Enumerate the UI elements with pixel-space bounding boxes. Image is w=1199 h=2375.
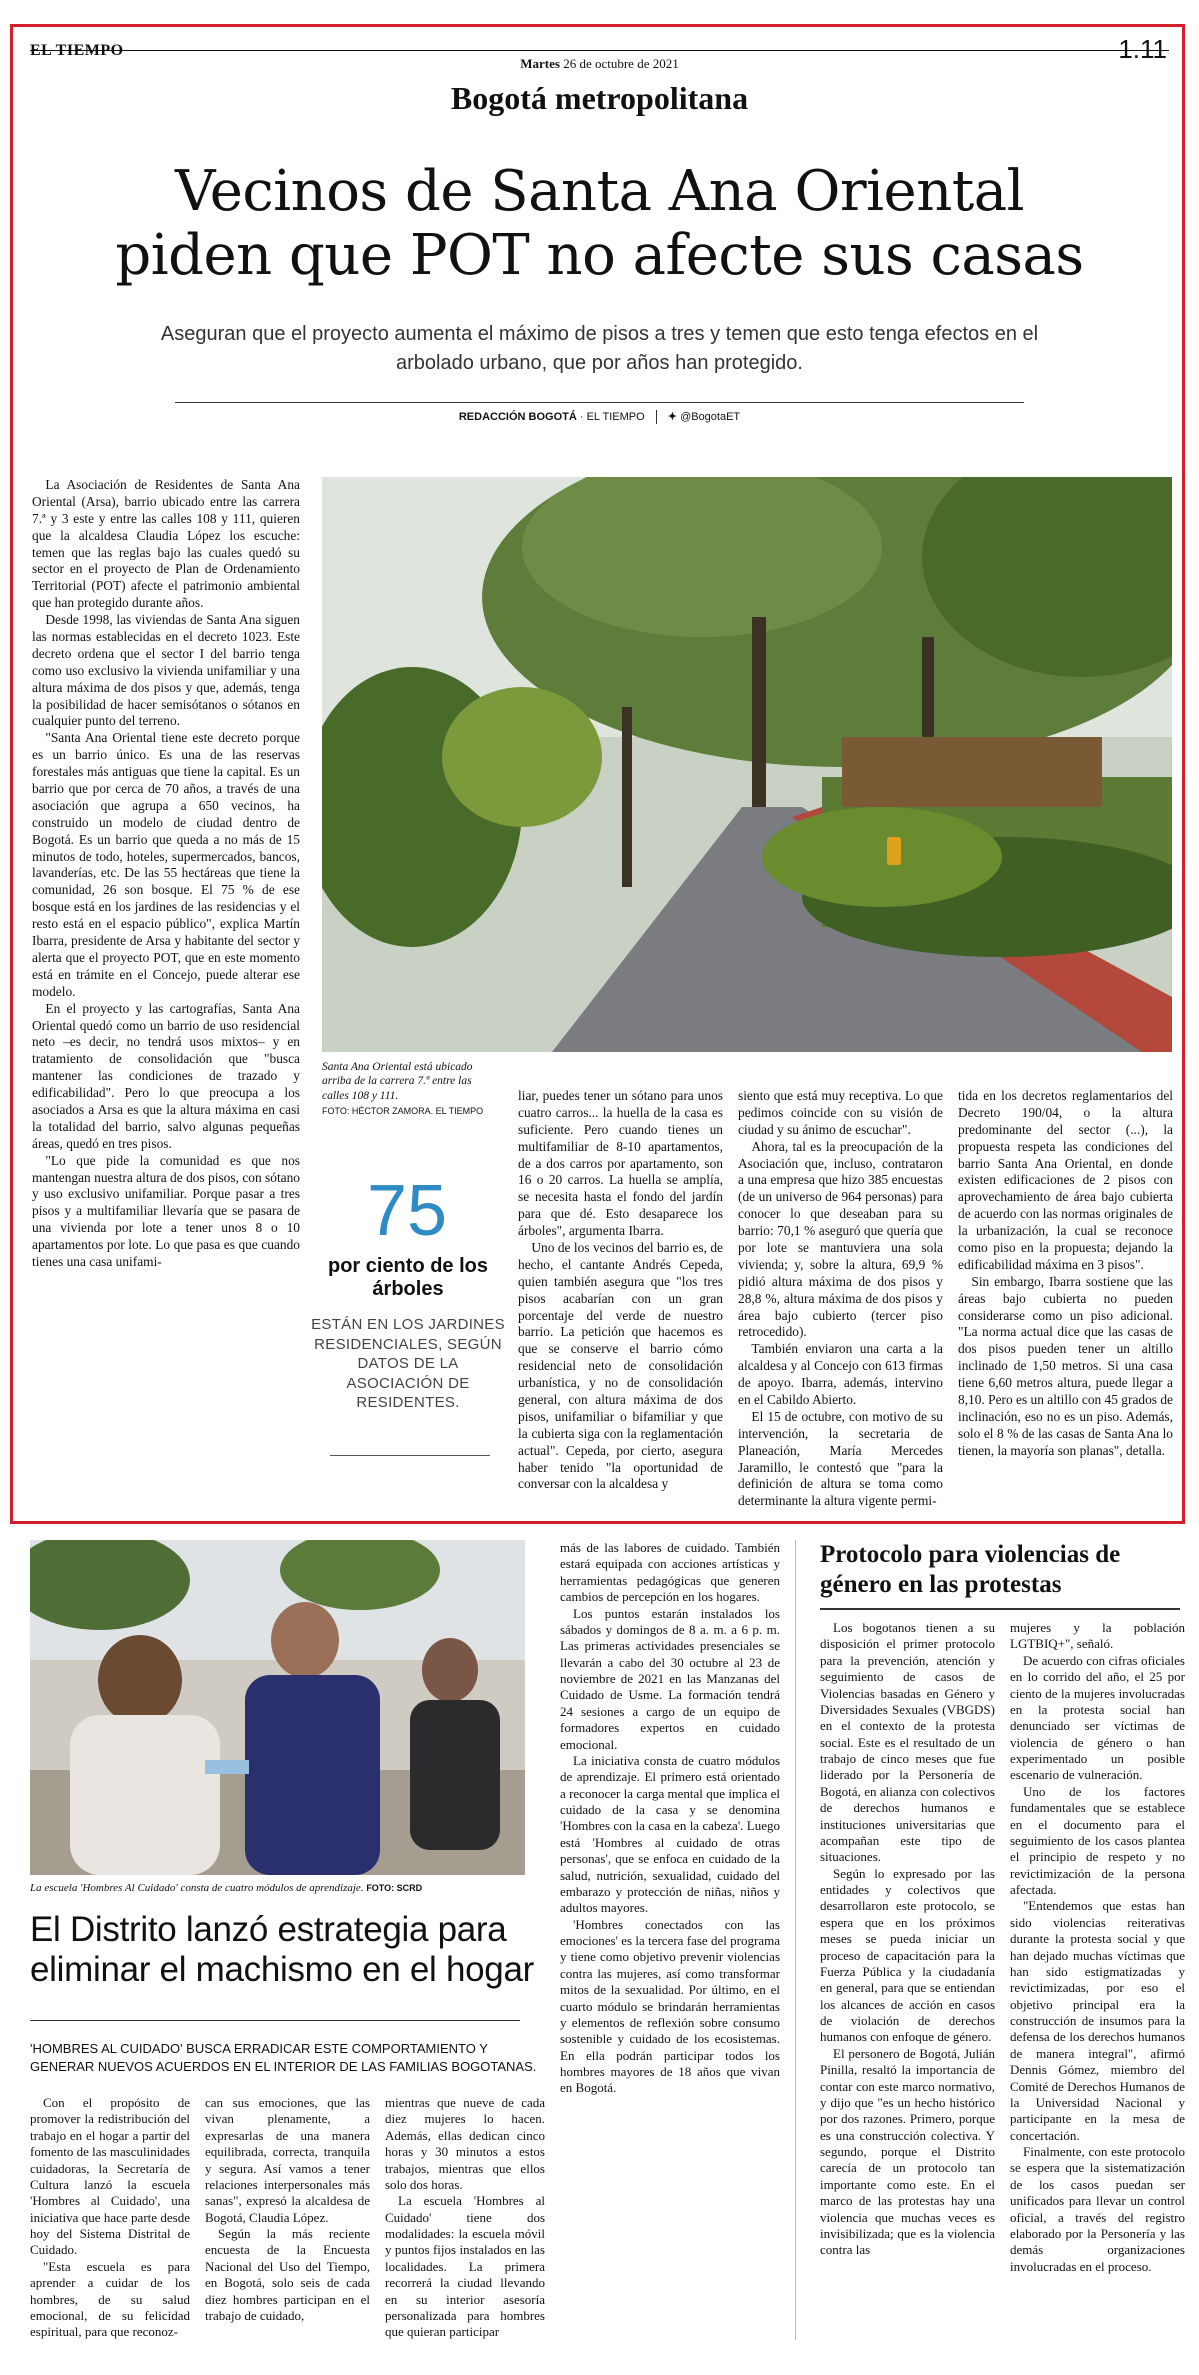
paragraph: can sus emociones, que las vivan plenamente, a expresarlas de una manera equilibrada, correcta, tranquila y segura. Así vamos a tener relaciones interpersonales más sanas", expresó la alcaldesa de Bogotá, Claudia López. bbox=[205, 2095, 370, 2225]
article-col-2 bbox=[518, 1088, 723, 1493]
article-col-4 bbox=[958, 1088, 1173, 1460]
paragraph: Según la más reciente encuesta de la Encuesta Nacional del Uso del Tiempo, en Bogotá, solo seis de cada diez hombres participan en el trabajo de cuidado, bbox=[205, 2226, 370, 2323]
article-headline bbox=[40, 160, 1159, 289]
article-col-3 bbox=[738, 1088, 943, 1510]
paragraph: liar, puedes tener un sótano para unos cuatro carros... la huella de la casa es suficiente. Pero cuando tienes un multifamiliar de 8-10 apartamentos, de a dos carros por apartamento, son 16 o 20 carros. La huella se amplía, se necesita hasta el fondo del jardín para que dé. Esto desaparece los árboles", argumenta Ibarra. bbox=[518, 1088, 723, 1239]
page-number: 1.11 bbox=[1118, 34, 1167, 64]
masthead-rule bbox=[30, 50, 1169, 51]
byline bbox=[0, 410, 1199, 424]
paragraph: Los bogotanos tienen a su disposición el primer protocolo para la prevención, atención y seguimiento de casos de Violencias basadas en Género y Diversidades Sexuales (VBGDS) en el contexto de la protesta social. Este es el resultado de un trabajo de cinco meses que fue liderado por la Personería de Bogotá, en alianza con colectivos de derechos humanos e instituciones universitarias que acompañan este tipo de situaciones. bbox=[820, 1620, 995, 1865]
issue-date bbox=[0, 56, 1199, 72]
stat-rule bbox=[330, 1455, 490, 1456]
stat-number: 75 bbox=[366, 1171, 448, 1251]
paragraph: siento que está muy receptiva. Lo que pedimos coincide con su visión de ciudad y su ánimo de escuchar". bbox=[738, 1088, 943, 1137]
paragraph: "Entendemos que estas han sido violencias reiterativas durante la protesta social y que han dejado muchas víctimas que han sido estigmatizadas y revictimizadas, por eso el objetivo principal era la construcción de insumos para la defensa de los derechos humanos de manera integral", afirmó Dennis Gómez, miembro del Comité de Derechos Humanos de la Universidad Nacional y participante en la mesa de concertación. bbox=[1010, 1898, 1185, 2143]
paragraph: tida en los decretos reglamentarios del Decreto 190/04, o la altura predominante del sector (...), la propuesta respeta las condiciones del barrio Santa Ana Oriental, en donde existen edificaciones de 2 pisos con aprovechamiento de área bajo cubierta de acuerdo con las normas originales de la urbanización, la cual se reconoce como piso en la propuesta; dejando la edificabilidad máxima en 3 pisos". bbox=[958, 1088, 1173, 1272]
article-col-1 bbox=[32, 477, 300, 1271]
paragraph: "Santa Ana Oriental tiene este decreto porque es un barrio único. Es una de las reservas forestales más antiguas que tiene la capital. Es un barrio que por cerca de 70 años, a través de una asociación que agrupa a 650 vecinos, ha construido un modelo de ciudad dentro de Bogotá. Es un barrio que queda a no más de 15 minutos de todo, hoteles, supermercados, bancos, lavanderías, etc. De las 55 hectáreas que tiene la comunidad, 26 son bosque. El 75 % de ese bosque está en los jardines de las residencias y el resto está en el espacio público", explica Martín Ibarra, presidente de Arsa y habitante del sector y alerta que el proyecto POT, que en este momento está en trámite en el Concejo, puede alterar ese modelo. bbox=[32, 730, 300, 999]
photo-credit: FOTO: HÉCTOR ZAMORA. EL TIEMPO bbox=[322, 1106, 484, 1117]
paragraph: Los puntos estarán instalados los sábados y domingos de 8 a. m. a 6 p. m. Las primeras actividades presenciales se llevarán a cabo del 30 octubre al 23 de noviembre de 2021 en las Manzanas del Cuidado de Usme. La formación tendrá 24 sesiones a cargo de un equipo de formadores expertos en cuidado emocional. bbox=[560, 1605, 780, 1752]
article2-col-1 bbox=[30, 2095, 190, 2341]
paragraph: Uno de los vecinos del barrio es, de hecho, el cantante Andrés Cepeda, quien también asegura que "los tres pisos acabarían con un gran porcentaje del verde de nuestro barrio. La petición que hacemos es que se conserve el barrio cómo residencial neto de consolidación urbanística, y no de consolidación general, con altura máxima de dos pisos, unifamiliar o bifamiliar y que la cubierta siga con la reglamentación actual". Cepeda, por cierto, asegura haber tenido "la oportunidad de conversar con la alcaldesa y bbox=[518, 1240, 723, 1492]
article2-col-2 bbox=[205, 2095, 370, 2324]
paragraph: "Esta escuela es para aprender a cuidar de los hombres, de su salud emocional, de su felicidad espiritual, para que reconoz- bbox=[30, 2258, 190, 2340]
paragraph: Uno de los factores fundamentales que se establece en el documento para el seguimiento de los casos plantea el principio de respeto y no revictimización de la persona afectada. bbox=[1010, 1783, 1185, 1897]
article3-rule bbox=[820, 1608, 1180, 1610]
article2-col-3 bbox=[385, 2095, 545, 2341]
paragraph: Sin embargo, Ibarra sostiene que las áreas bajo cubierta no pueden considerarse como un piso adicional. "La norma actual dice que las casas de dos pisos pueden tener un altillo inclinado de 1,50 metros. Si una casa tiene 6,60 metros altura, puede llegar a 8,10. Pero es un altillo con 45 grados de inclinación, eso no es un piso. Además, solo el 8 % de las casas de Santa Ana lo tienen, la mayoría son planas", detalla. bbox=[958, 1273, 1173, 1458]
caption-text-2: La escuela 'Hombres Al Cuidado' consta de cuatro módulos de aprendizaje. bbox=[30, 1882, 364, 1894]
paragraph: Con el propósito de promover la redistribución del trabajo en el hogar a partir del fomento de las masculinidades cuidadoras, la Secretaría de Cultura lanzó la escuela 'Hombres al Cuidado', una iniciativa que hace parte desde hoy del Sistema Distrital de Cuidado. bbox=[30, 2095, 190, 2258]
photo-hombres-al-cuidado bbox=[30, 1540, 525, 1875]
headline-line-1: Vecinos de Santa Ana Oriental bbox=[174, 159, 1025, 224]
byline-separator bbox=[656, 410, 657, 424]
article2-deck: 'HOMBRES AL CUIDADO' BUSCA ERRADICAR ESTE COMPORTAMIENTO Y GENERAR NUEVOS ACUERDOS EN EL INTERIOR DE LAS FAMILIAS BOGOTANAS. bbox=[30, 2041, 537, 2075]
article-deck: Aseguran que el proyecto aumenta el máximo de pisos a tres y temen que esto tenga efectos en el arbolado urbano, que por años han protegido. bbox=[160, 323, 1039, 374]
paragraph: La iniciativa consta de cuatro módulos de aprendizaje. El primero está orientado a reconocer la carga mental que implica el cuidado de la casa y se denomina 'Hombres con la casa en la cabeza'. Luego está 'Hombres al cuidado de otras personas', que se enfoca en cuidado de la salud, nutrición, sexualidad, cuidado del embarazo y protección de niñas, niños y adultos mayores. bbox=[560, 1752, 780, 1916]
paragraph: mujeres y la población LGTBIQ+", señaló. bbox=[1010, 1620, 1185, 1652]
paragraph: más de las labores de cuidado. También estará equipada con acciones artísticas y herramientas pedagógicas que generen cambios de percepción en los hogares. bbox=[560, 1540, 780, 1605]
byline-author: REDACCIÓN BOGOTÁ bbox=[458, 411, 577, 423]
twitter-icon: ✦ bbox=[667, 411, 677, 423]
article2-col-4 bbox=[560, 1540, 780, 2097]
paragraph: El 15 de octubre, con motivo de su intervención, la secretaria de Planeación, María Mercedes Jaramillo, le contestó que "para la definición de altura se toma como determinante la altura vigente permi- bbox=[738, 1408, 943, 1509]
paragraph: Según lo expresado por las entidades y colectivos que desarrollaron este protocolo, se espera que en los próximos meses se pueda iniciar un proceso de capacitación para la Fuerza Pública y la ciudadanía en general, para que se entiendan los alcances de acción en casos de violación de derechos humanos con enfoque de género. bbox=[820, 1865, 995, 2045]
headline-line-2: piden que POT no afecte sus casas bbox=[115, 223, 1084, 289]
paragraph: Desde 1998, las viviendas de Santa Ana siguen las normas establecidas en el decreto 1023. Este decreto ordena que el sector I del barrio tenga como uso exclusivo la vivienda unifamiliar y una altura máxima de dos pisos y que, además, tenga la posibilidad de hacer semisótanos o sótanos en cualquier punto del terreno. bbox=[32, 612, 300, 729]
article2-rule bbox=[30, 2020, 520, 2021]
article3-col-1 bbox=[820, 1620, 995, 2259]
paragraph: La Asociación de Residentes de Santa Ana Oriental (Arsa), barrio ubicado entre las carrera 7.ª y 3 este y entre las calles 108 y 111, quieren que la alcaldesa Claudia López los escuche: temen que las reglas bajo las cuales quedó su sector en el proyecto de Plan de Ordenamiento Territorial (POT) afecte el patrimonio ambiental que han protegido durante años. bbox=[32, 477, 300, 611]
byline-rule bbox=[175, 402, 1024, 403]
photo-caption bbox=[322, 1060, 492, 1116]
paragraph: Finalmente, con este protocolo se espera que la sistematización de los casos puedan ser unificados para llevar un control oficial, a través del registro elaborado por la Personería y las demás organizaciones involucradas en el proceso. bbox=[1010, 2144, 1185, 2274]
stat-label: por ciento de los árboles bbox=[327, 1255, 489, 1300]
photo-street-trees bbox=[322, 477, 1172, 1052]
paragraph: "Lo que pide la comunidad es que nos mantengan nuestra altura de dos pisos, con sótano y uso exclusivo unifamiliar. Porque pasar a tres pisos y a multifamiliar llevaría que se pasara de una vivienda por lote a tener unos 8 o 10 apartamentos por lote. Lo que pasa es que cuando tienes una casa unifami- bbox=[32, 1152, 300, 1269]
paragraph: Ahora, tal es la preocupación de la Asociación que, incluso, contrataron a una empresa que hizo 385 encuestas (de un universo de 964 personas) para conocer lo que deseaban para su barrio: 70,1 % aseguró que quería que por lote se mantuviera una sola vivienda; y, sobre la altura, 69,9 % pidió altura máxima de dos pisos y 28,8 %, altura máxima de dos pisos y área bajo cubierto (tercer piso retrocedido). bbox=[738, 1138, 943, 1340]
paragraph: mientras que nueve de cada diez mujeres lo hacen. Además, ellas dedican cinco horas y 30 minutos a estos trabajos, mientras que ellos solo dos horas. bbox=[385, 2095, 545, 2192]
column-divider bbox=[795, 1540, 796, 2340]
article3-headline: Protocolo para violencias de género en las protestas bbox=[820, 1541, 1121, 1598]
street-photo-illustration bbox=[322, 477, 1172, 1052]
article2-headline: El Distrito lanzó estrategia para eliminar el machismo en el hogar bbox=[30, 1910, 534, 1990]
section-title: Bogotá metropolitana bbox=[450, 80, 749, 116]
paragraph: El personero de Bogotá, Julián Pinilla, resaltó la importancia de contar con este marco normativo, y dijo que "es un hecho histórico por dos razones. Primero, porque es una construcción colectiva. Y segundo, porque el Distrito carecía de un protocolo tan importante como este. En el marco de las protestas hay una violencia que muchas veces es invisibilizada; que es la violencia contra las bbox=[820, 2045, 995, 2258]
caption-text: Santa Ana Oriental está ubicado arriba de la carrera 7.ª entre las calles 108 y 111. bbox=[322, 1061, 473, 1102]
issue-date-text: 26 de octubre de 2021 bbox=[563, 56, 679, 71]
article3-col-2 bbox=[1010, 1620, 1185, 2275]
stat-description: ESTÁN EN LOS JARDINES RESIDENCIALES, SEGÚN DATOS DE LA ASOCIACIÓN DE RESIDENTES. bbox=[311, 1316, 505, 1411]
photo-credit-2: FOTO: SCRD bbox=[366, 1883, 423, 1893]
paragraph: De acuerdo con cifras oficiales en lo corrido del año, el 25 por ciento de la mujeres involucradas en la protesta social han denunciado ser víctimas de violencia de género o han experimentado un posible escenario de vulneración. bbox=[1010, 1652, 1185, 1783]
paragraph: La escuela 'Hombres al Cuidado' tiene dos modalidades: la escuela móvil y puntos fijos instalados en las localidades. La primera recorrerá la ciudad llevando en su interior asesoría personalizada para hombres que quieran participar bbox=[385, 2193, 545, 2340]
paragraph: 'Hombres conectados con las emociones' es la tercera fase del programa y tiene como objetivo prevenir violencias contra las mujeres, así como transformar mitos de la sexualidad. Por último, en el cuarto módulo se brindarán herramientas y elementos de reflexión sobre consumo sostenible y cuidado de los ecosistemas. En ella podrán participar todos los hombres mayores de 18 años que vivan en Bogotá. bbox=[560, 1916, 780, 2096]
paragraph: También enviaron una carta a la alcaldesa y al Concejo con 613 firmas de apoyo. Ibarra, además, intervino en el Cabildo Abierto. bbox=[738, 1341, 943, 1408]
masthead-logo: EL TIEMPO bbox=[30, 42, 124, 59]
paragraph: En el proyecto y las cartografías, Santa Ana Oriental quedó como un barrio de uso residencial neto –es decir, no tendrá usos mixtos– y en tratamiento de consolidación que "busca mantener las condiciones de trazado y edificabilidad". Pero lo que preocupa a los asociados a Arsa es que la altura máxima en casi la totalidad del barrio, salvo algunas pequeñas áreas, quedó en tres pisos. bbox=[32, 1000, 300, 1151]
byline-outlet: · EL TIEMPO bbox=[579, 411, 645, 423]
photo-caption-2 bbox=[30, 1882, 530, 1894]
twitter-handle: @BogotaET bbox=[680, 411, 741, 423]
issue-day: Martes bbox=[520, 56, 560, 71]
street-scene-illustration bbox=[30, 1540, 525, 1875]
